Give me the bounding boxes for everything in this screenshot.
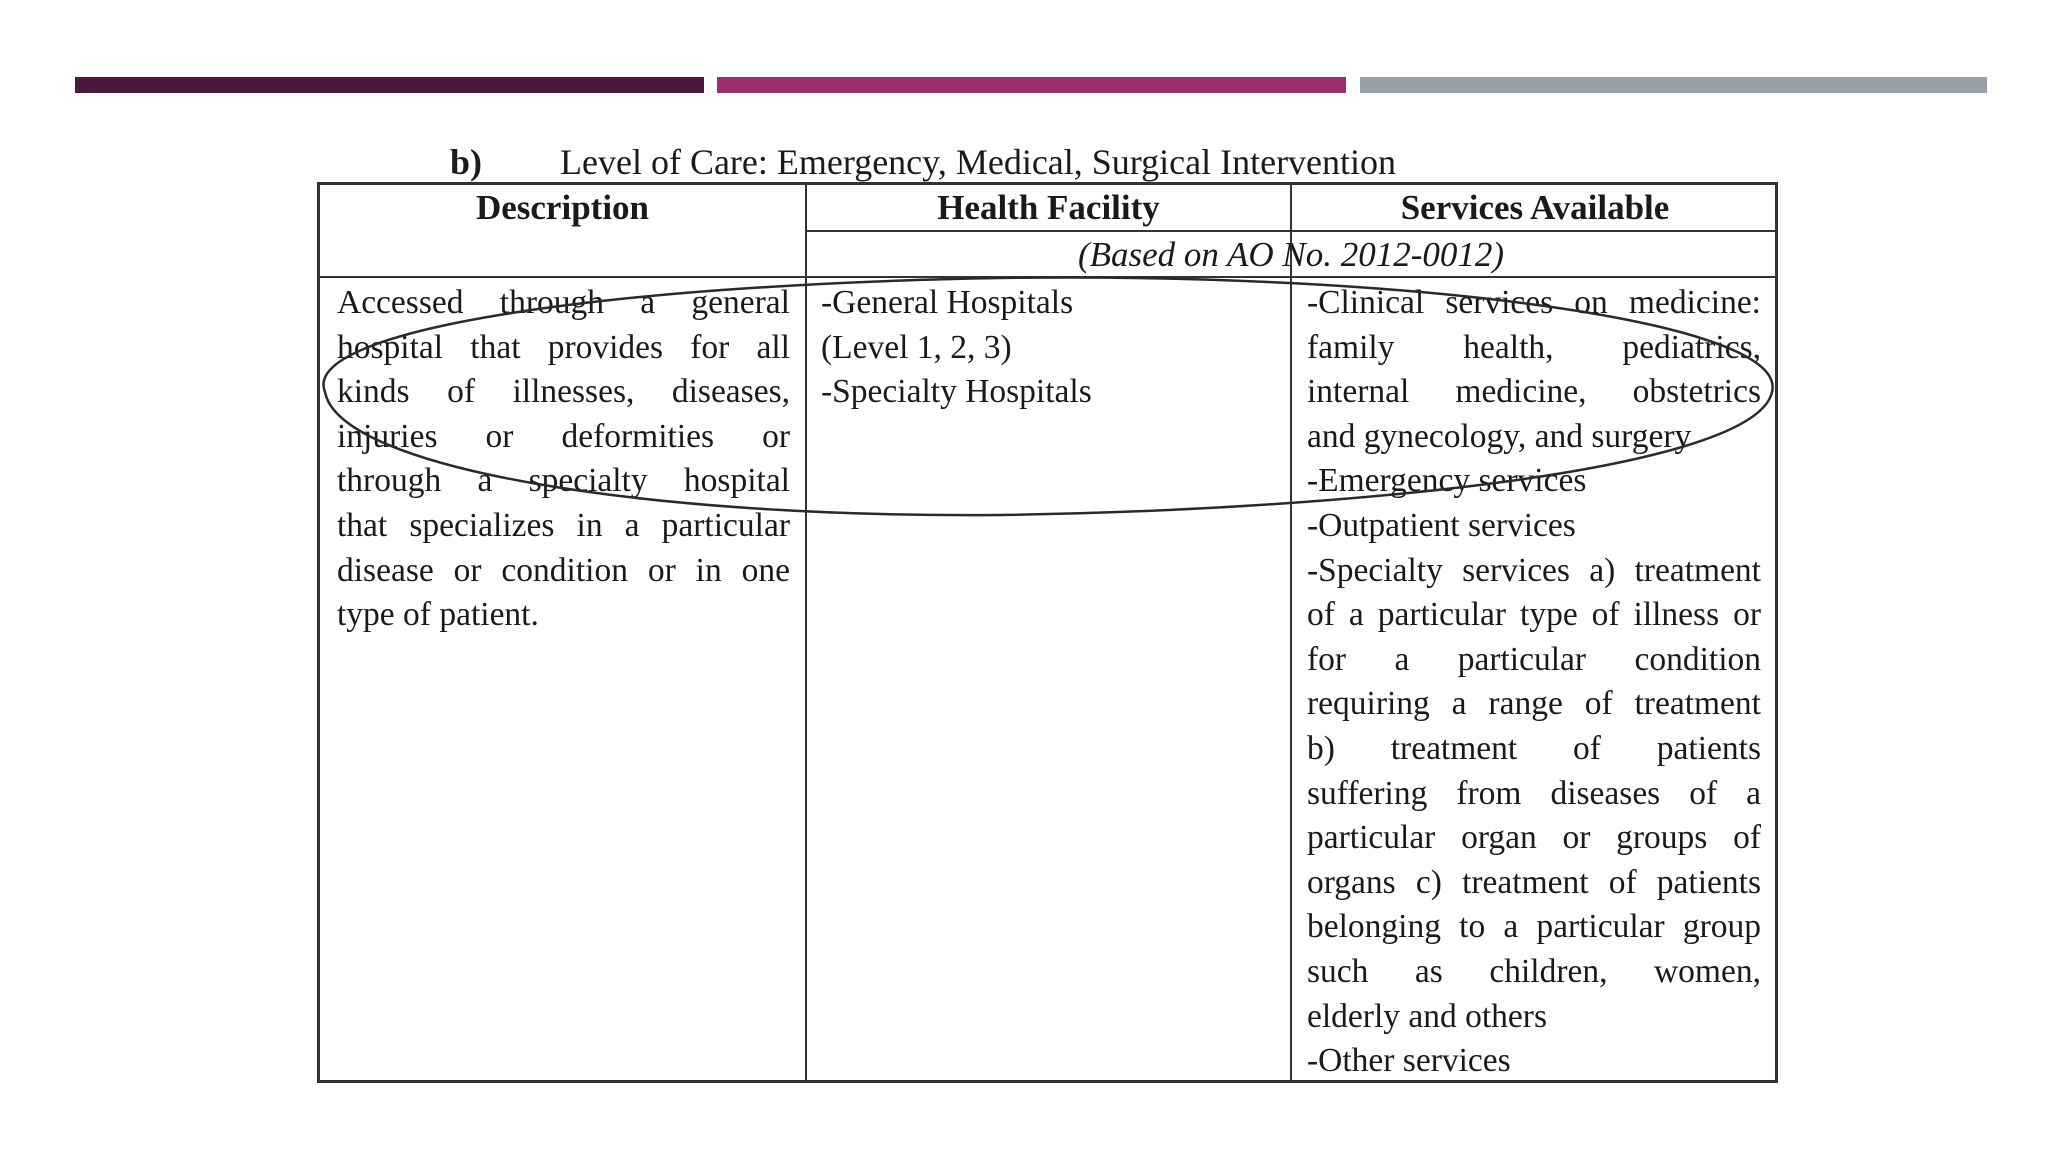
facility-line: -Specialty Hospitals — [821, 373, 1092, 411]
level-of-care-table — [317, 182, 1778, 1083]
description-line: Accessed through a general — [337, 284, 790, 321]
service-line: of a particular type of illness or — [1307, 596, 1761, 634]
header-health-facility: Health Facility — [937, 188, 1160, 227]
service-line: b) treatment of patients — [1307, 729, 1761, 767]
services-available-cell — [1307, 281, 1761, 1084]
description-line: through a specialty hospital — [337, 462, 790, 500]
description-line: kinds of illnesses, diseases, — [337, 373, 790, 411]
service-line: suffering from diseases of a — [1307, 774, 1761, 812]
accent-bar-magenta — [717, 77, 1346, 93]
service-line: such as children, women, — [1307, 952, 1761, 990]
description-line: hospital that provides for all — [337, 328, 790, 366]
description-cell — [337, 281, 790, 638]
section-title: Level of Care: Emergency, Medical, Surgical Intervention — [560, 142, 1397, 182]
header-services-available: Services Available — [1400, 188, 1670, 227]
service-line: organs c) treatment of patients — [1307, 863, 1761, 901]
service-line: -Emergency services — [1307, 462, 1587, 500]
subheader-ao-reference: (Based on AO No. 2012-0012) — [1077, 235, 1505, 274]
health-facility-cell — [821, 281, 1276, 415]
description-line: that specializes in a particular — [337, 506, 790, 544]
service-line: for a particular condition — [1307, 640, 1761, 678]
facility-line: (Level 1, 2, 3) — [821, 328, 1012, 366]
column-divider — [805, 185, 807, 1080]
service-line: particular organ or groups of — [1307, 819, 1761, 857]
service-line: internal medicine, obstetrics — [1307, 373, 1761, 411]
section-label: b) — [450, 142, 483, 182]
service-line: family health, pediatrics, — [1307, 328, 1761, 366]
service-line: -Specialty services a) treatment — [1307, 551, 1761, 589]
accent-bar-dark-plum — [75, 77, 704, 93]
service-line: and gynecology, and surgery — [1307, 417, 1692, 455]
service-line: requiring a range of treatment — [1307, 685, 1761, 723]
service-line: belonging to a particular group — [1307, 908, 1761, 946]
description-line: disease or condition or in one — [337, 551, 790, 589]
accent-bar-gray — [1360, 77, 1987, 93]
section-heading — [450, 140, 1396, 184]
facility-line: -General Hospitals — [821, 284, 1074, 321]
service-line: elderly and others — [1307, 997, 1547, 1035]
service-line: -Other services — [1307, 1042, 1511, 1080]
column-divider — [1290, 185, 1292, 1080]
header-divider — [320, 276, 1775, 278]
description-line: type of patient. — [337, 596, 539, 634]
subheader-divider — [805, 230, 1775, 232]
header-description: Description — [475, 188, 650, 227]
service-line: -Clinical services on medicine: — [1307, 284, 1761, 321]
service-line: -Outpatient services — [1307, 506, 1576, 544]
description-line: injuries or deformities or — [337, 417, 790, 455]
